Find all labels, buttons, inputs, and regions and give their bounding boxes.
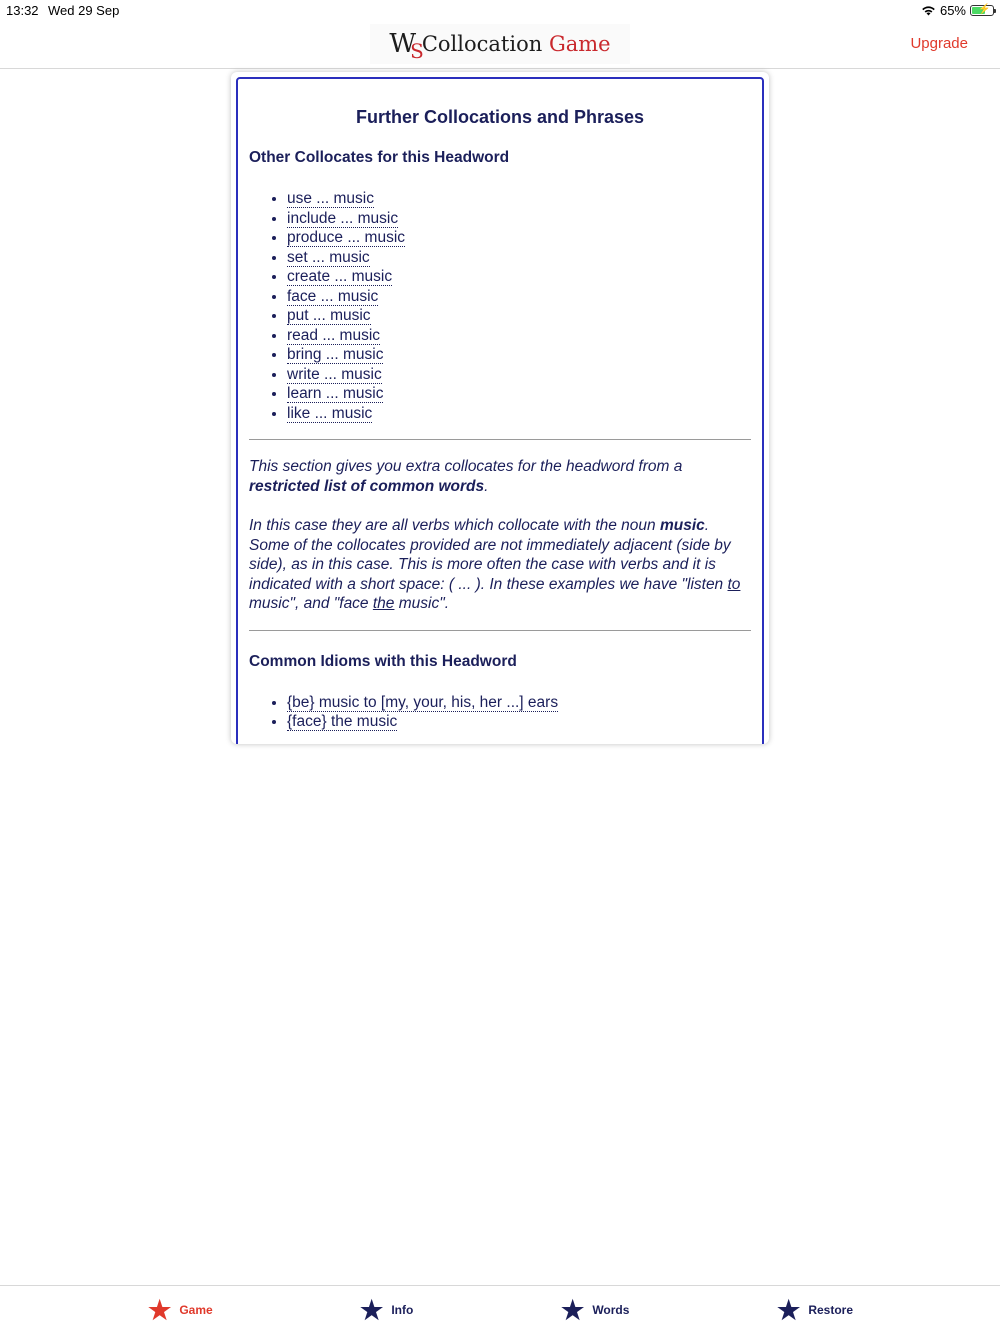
tab-label: Game — [179, 1303, 213, 1317]
collocate-link[interactable]: include ... music — [287, 209, 399, 227]
list-item — [287, 248, 751, 268]
collocate-link[interactable]: learn ... music — [287, 385, 384, 402]
collocate-link[interactable]: like ... music — [287, 404, 373, 422]
tab-words[interactable] — [561, 1295, 630, 1325]
list-item — [287, 209, 751, 229]
idioms-list — [249, 693, 751, 732]
collocate-link[interactable]: create ... music — [287, 268, 393, 285]
collocate-link[interactable]: use ... music — [287, 190, 374, 207]
battery-percent: 65% — [939, 3, 966, 18]
collocate-link[interactable]: set ... music — [287, 248, 370, 266]
status-bar — [0, 0, 1000, 22]
content-card — [236, 77, 764, 744]
list-item — [287, 287, 751, 307]
collocate-link[interactable]: produce ... music — [287, 229, 406, 246]
tab-restore[interactable] — [777, 1295, 853, 1325]
app-logo — [370, 24, 630, 64]
content-card-frame[interactable] — [231, 72, 769, 744]
list-item — [287, 693, 751, 713]
tab-label: Words — [592, 1303, 630, 1317]
logo-monogram: $W_S$ — [389, 29, 418, 63]
status-right — [921, 3, 994, 18]
divider — [249, 630, 751, 631]
list-item — [287, 365, 751, 385]
star-icon: ★ — [148, 1295, 172, 1325]
collocates-heading: Other Collocates for this Headword — [249, 149, 510, 166]
collocate-link[interactable]: write ... music — [287, 365, 382, 383]
collocates-list — [249, 189, 751, 423]
collocate-link[interactable]: read ... music — [287, 326, 381, 344]
idioms-heading: Common Idioms with this Headword — [249, 652, 517, 670]
battery-icon — [970, 5, 994, 16]
list-item — [287, 267, 751, 287]
divider — [249, 439, 751, 440]
tab-label: Info — [391, 1303, 414, 1317]
star-icon: ★ — [777, 1295, 801, 1325]
list-item — [287, 306, 751, 326]
list-item — [287, 326, 751, 346]
wifi-icon — [921, 5, 936, 16]
list-item — [287, 384, 751, 404]
tab-label: Restore — [808, 1303, 853, 1317]
explanation-paragraph-1: This section gives you extra collocates for the headword from a restricted list of common words. — [249, 458, 683, 495]
upgrade-button[interactable]: Upgrade — [910, 35, 968, 52]
status-date: Wed 29 Sep — [48, 3, 120, 18]
logo-text: Collocation Game — [421, 32, 611, 56]
page-title: Further Collocations and Phrases — [355, 107, 645, 127]
collocate-link[interactable]: bring ... music — [287, 346, 384, 363]
status-time: 13:32 — [6, 3, 39, 18]
list-item — [287, 404, 751, 424]
collocate-link[interactable]: face ... music — [287, 287, 379, 305]
tab-game[interactable] — [148, 1295, 213, 1325]
tab-info[interactable] — [360, 1295, 414, 1325]
collocate-link[interactable]: put ... music — [287, 307, 371, 324]
idiom-link[interactable]: {be} music to [my, your, his, her ...] ears — [287, 693, 559, 711]
list-item — [287, 712, 751, 732]
tab-bar — [0, 1285, 1000, 1335]
nav-bar — [0, 22, 1000, 69]
star-icon: ★ — [561, 1295, 585, 1325]
list-item — [287, 189, 751, 209]
explanation-paragraph-2: In this case they are all verbs which collocate with the noun music. Some of the collocates provided are not immediately adjacent (side by side), as in this case. This is more often the case with verbs and it is indicated with a short space: ( ... ). In these examples we have "listen to music", and "face the music". — [249, 517, 741, 612]
idiom-link[interactable]: {face} the music — [287, 713, 398, 730]
charging-bolt-icon: ⚡ — [978, 4, 991, 15]
list-item — [287, 345, 751, 365]
list-item — [287, 228, 751, 248]
star-icon: ★ — [360, 1295, 384, 1325]
